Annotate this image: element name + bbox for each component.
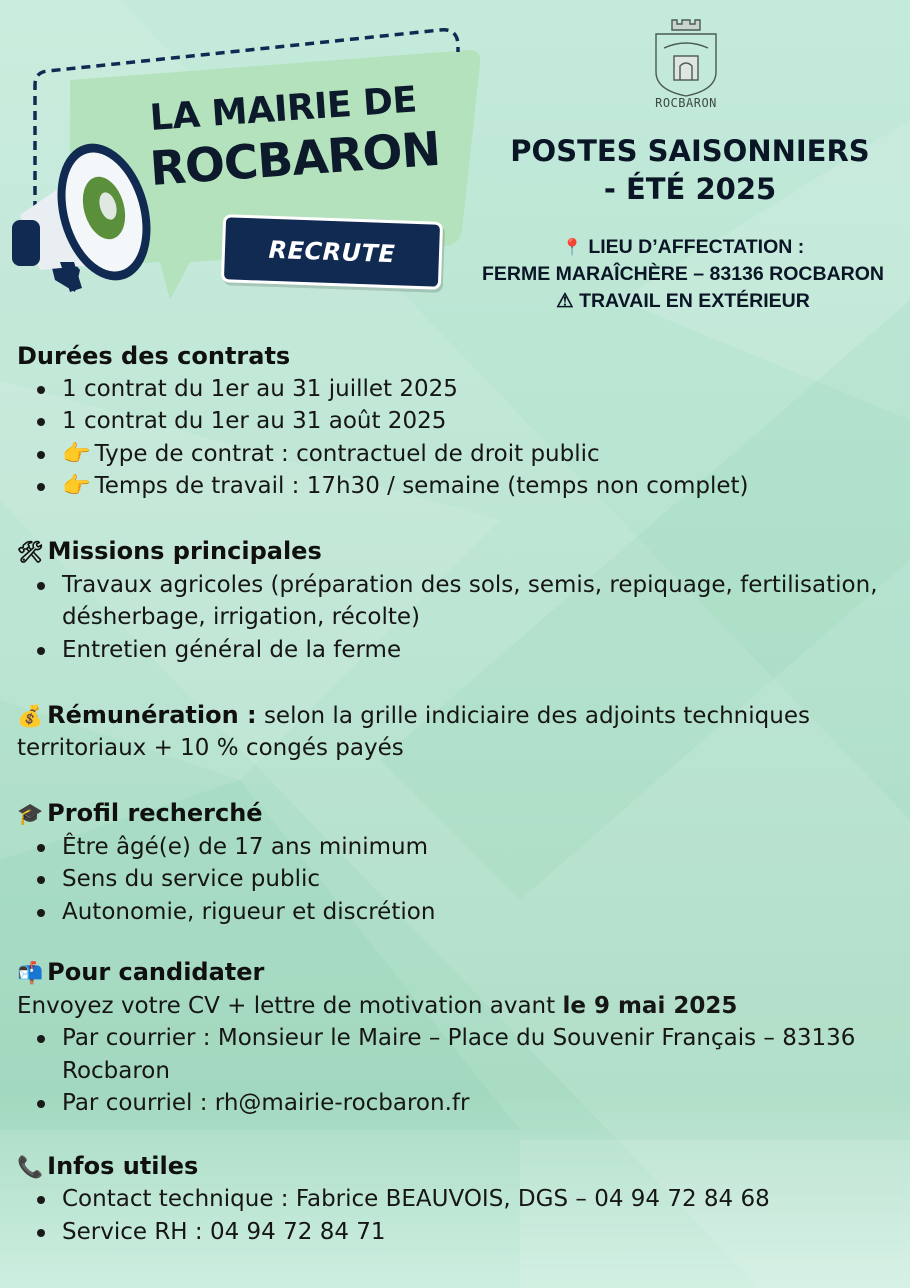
section-durees-title: Durées des contrats [17, 342, 291, 370]
money-bag-icon: 💰 [17, 703, 44, 728]
list-item: 1 contrat du 1er au 31 juillet 2025 [17, 373, 897, 406]
section-remuneration [17, 699, 897, 765]
list-item: Par courrier : Monsieur le Maire – Place du Souvenir Français – 83136 Rocbaron [17, 1022, 897, 1087]
remuneration-text: selon la grille indiciaire des adjoints techniques territoriaux + 10 % congés payés [17, 702, 810, 761]
list-item [17, 438, 897, 471]
recrute-badge [221, 214, 443, 290]
pointing-hand-icon: 👉 [62, 473, 91, 499]
page-title [480, 132, 900, 208]
graduation-cap-icon: 🎓 [17, 802, 44, 826]
deadline: le 9 mai 2025 [562, 992, 738, 1019]
section-profil-title [17, 797, 897, 831]
list-item [17, 470, 897, 503]
section-missions-title [17, 535, 897, 569]
main-content [17, 340, 897, 1248]
tools-icon: 🛠 [17, 540, 44, 564]
missions-title-text: Missions principales [47, 537, 322, 565]
contract-type: Type de contrat : contractuel de droit public [94, 440, 600, 467]
list-item: Être âgé(e) de 17 ans minimum [17, 831, 897, 864]
location-line-2: FERME MARAÎCHÈRE – 83136 ROCBARON [482, 263, 884, 285]
candidater-intro-text: Envoyez votre CV + lettre de motivation avant [17, 992, 563, 1019]
mailbox-icon: 📬 [17, 961, 44, 985]
title-line-1: POSTES SAISONNIERS [510, 134, 870, 168]
phone-icon: 📞 [17, 1154, 44, 1179]
section-candidater-title [17, 956, 897, 990]
list-item: Sens du service public [17, 863, 897, 896]
list-item: Par courriel : rh@mairie-rocbaron.fr [17, 1087, 897, 1120]
section-infos-title [17, 1150, 897, 1184]
outdoor-work-label: TRAVAIL EN EXTÉRIEUR [579, 290, 810, 312]
list-item: Entretien général de la ferme [17, 634, 897, 667]
list-item: Autonomie, rigueur et discrétion [17, 896, 897, 929]
profil-title-text: Profil recherché [47, 799, 263, 827]
location-line-1 [460, 234, 906, 261]
candidater-title-text: Pour candidater [47, 958, 265, 986]
remuneration-title: Rémunération : [47, 700, 257, 729]
pointing-hand-icon: 👉 [62, 440, 91, 467]
banner-title-line-2: ROCBARON [148, 121, 442, 197]
missions-list [17, 569, 897, 667]
durees-list [17, 373, 897, 503]
title-line-2: - ÉTÉ 2025 [603, 172, 777, 206]
candidater-intro [17, 990, 897, 1023]
location-label: LIEU D’AFFECTATION : [588, 236, 805, 258]
list-item: Contact technique : Fabrice BEAUVOIS, DGS – 04 94 72 84 68 [17, 1183, 897, 1216]
candidater-list [17, 1022, 897, 1120]
list-item: 1 contrat du 1er au 31 août 2025 [17, 405, 897, 438]
header-banner [0, 0, 490, 320]
list-item: Travaux agricoles (préparation des sols, semis, repiquage, fertilisation, désherbage, irrigation, récolte) [17, 569, 897, 634]
banner-title-line-1: LA MAIRIE DE [148, 79, 418, 139]
infos-list [17, 1183, 897, 1248]
location-block [460, 234, 906, 315]
work-time: Temps de travail : 17h30 / semaine (temps non complet) [94, 473, 749, 499]
warning-icon: ⚠ [556, 290, 574, 312]
profil-list [17, 831, 897, 929]
crest-label: ROCBARON [655, 96, 717, 110]
pin-icon: 📍 [561, 238, 583, 257]
infos-title-text: Infos utiles [47, 1151, 199, 1180]
location-line-3 [460, 288, 906, 315]
recrute-label: RECRUTE [268, 235, 396, 269]
list-item: Service RH : 04 94 72 84 71 [17, 1216, 897, 1249]
